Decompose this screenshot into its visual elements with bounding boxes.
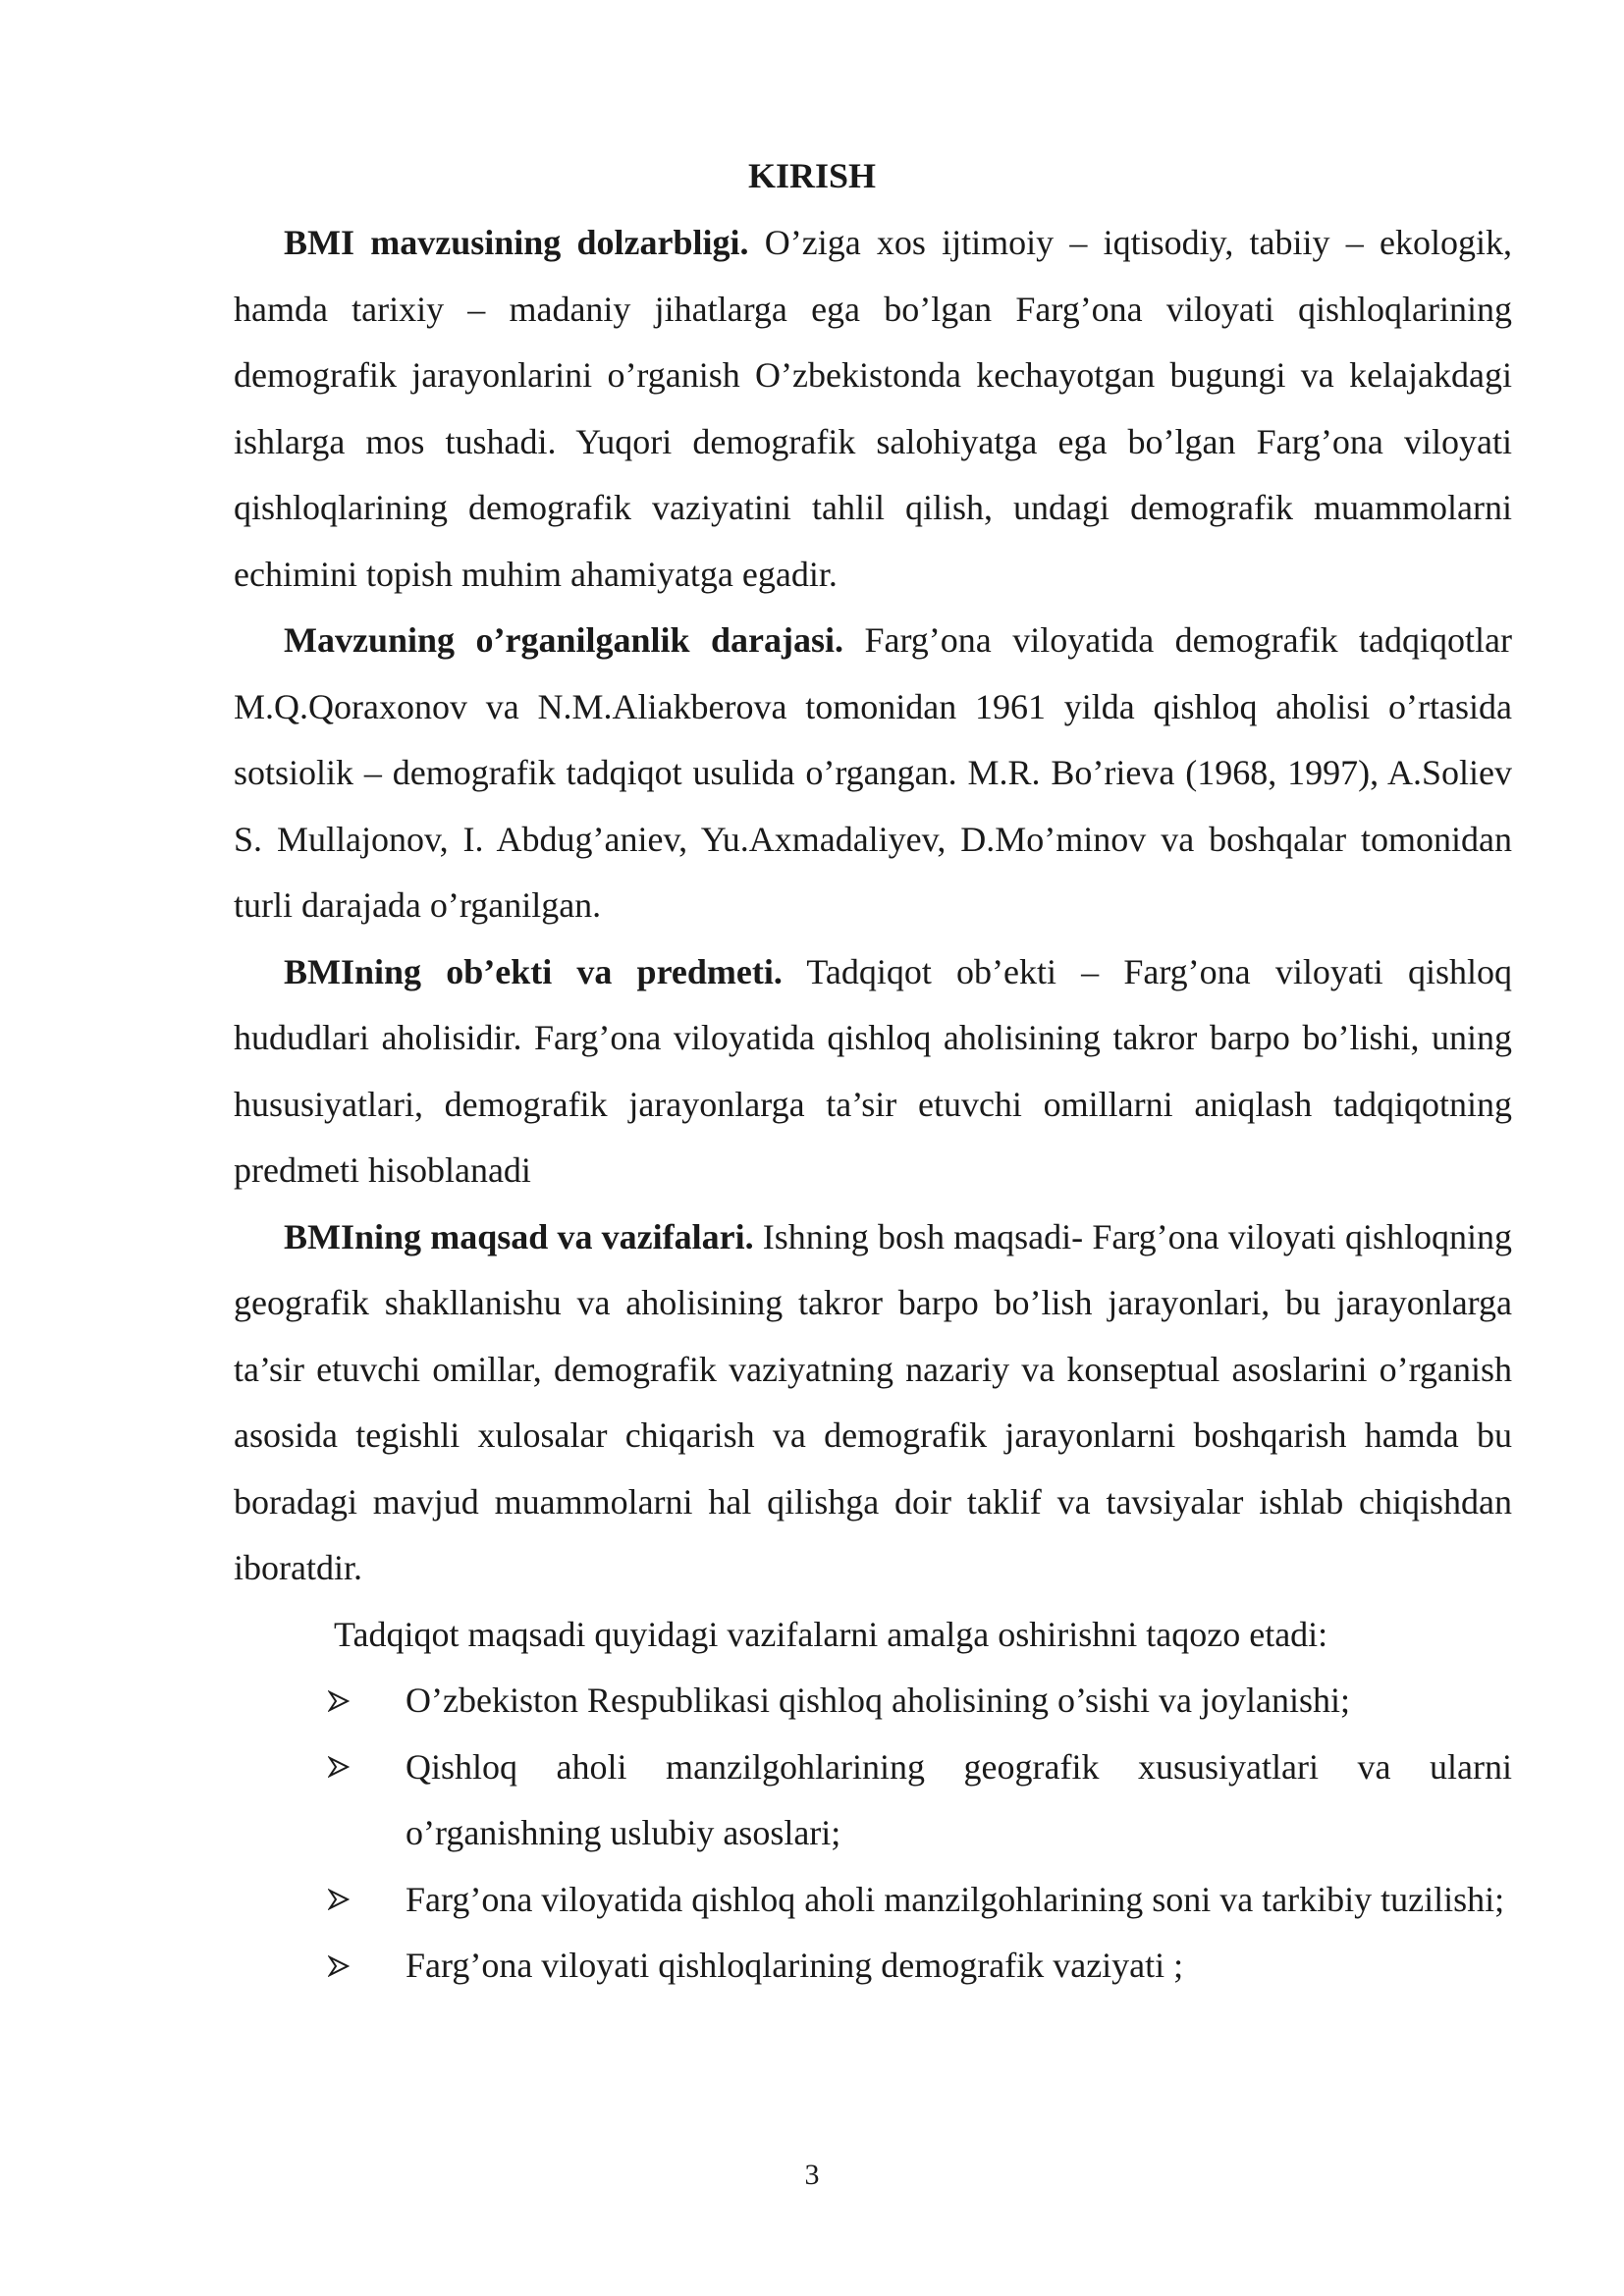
list-item-text: Farg’ona viloyati qishloqlarining demografik vaziyati ;: [406, 1946, 1184, 1985]
list-item: [234, 1668, 1512, 1735]
list-item-text: O’zbekiston Respublikasi qishloq aholisining o’sishi va joylanishi;: [406, 1681, 1350, 1720]
arrowhead-bullet-icon: [328, 1867, 367, 1934]
arrowhead-bullet-icon: [328, 1668, 367, 1735]
list-item-text: Qishloq aholi manzilgohlarining geografik xususiyatlari va ularni o’rganishning uslubiy asoslari;: [406, 1746, 1512, 1852]
paragraph-lead: BMIning maqsad va vazifalari.: [284, 1216, 754, 1256]
tasks-intro: Tadqiqot maqsadi quyidagi vazifalarni amalga oshirishni taqozo etadi:: [334, 1614, 1328, 1654]
paragraph-text: Farg’ona viloyatida demografik tadqiqotlar M.Q.Qoraxonov va N.M.Aliakberova tomonidan 1961 yilda qishloq aholisi o’rtasida sotsiolik – demografik tadqiqot usulida o’rgangan. M.R. Bo’rieva (1968, 1997), A.Soliev S. Mullajonov, I. Abdug’aniev, Yu.Axmadaliyev, D.Mo’minov va boshqalar tomonidan turli darajada o’rganilgan.: [234, 620, 1512, 925]
tasks-list: [234, 1668, 1512, 2000]
list-item-text: Farg’ona viloyatida qishloq aholi manzilgohlarining soni va tarkibiy tuzilishi;: [406, 1879, 1505, 1919]
page-heading: KIRISH: [747, 156, 877, 195]
document-body: [234, 210, 1512, 2000]
paragraph-lead: BMIning ob’ekti va predmeti.: [284, 951, 783, 991]
paragraph-text: O’ziga xos ijtimoiy – iqtisodiy, tabiiy – ekologik, hamda tarixiy – madaniy jihatlarga ega bo’lgan Farg’ona viloyati qishloqlarining demografik jarayonlarini o’rganish O’zbekistonda kechayotgan bugungi va kelajakdagi ishlarga mos tushadi. Yuqori demografik salohiyatga ega bo’lgan Farg’ona viloyati qishloqlarining demografik vaziyatini tahlil qilish, undagi demografik muammolarni echimini topish muhim ahamiyatga egadir.: [234, 223, 1512, 594]
arrowhead-bullet-icon: [328, 1933, 367, 2000]
paragraph-lead: Mavzuning o’rganilganlik darajasi.: [284, 620, 843, 660]
arrowhead-bullet-icon: [328, 1735, 367, 1801]
paragraph-lead: BMI mavzusining dolzarbligi.: [284, 223, 749, 262]
list-item: [234, 1735, 1512, 1867]
list-item: [234, 1933, 1512, 2000]
paragraph-text: Tadqiqot ob’ekti – Farg’ona viloyati qishloq hududlari aholisidir. Farg’ona viloyatida qishloq aholisining takror barpo bo’lishi, uning hususiyatlari, demografik jarayonlarga ta’sir etuvchi omillarni aniqlash tadqiqotning predmeti hisoblanadi: [234, 951, 1512, 1190]
list-item: [234, 1867, 1512, 1934]
paragraph-relevance: [234, 210, 1512, 608]
paragraph-text: Ishning bosh maqsadi- Farg’ona viloyati qishloqning geografik shakllanishu va aholisining takror barpo bo’lish jarayonlari, bu jarayonlarga ta’sir etuvchi omillar, demografik vaziyatning nazariy va konseptual asoslarini o’rganish asosida tegishli xulosalar chiqarish va demografik jarayonlarni boshqarish hamda bu boradagi mavjud muammolarni hal qilishga doir taklif va tavsiyalar ishlab chiqishdan iboratdir.: [234, 1216, 1512, 1587]
paragraph-goals-tasks: [234, 1204, 1512, 1602]
page-number: 3: [804, 2159, 820, 2191]
paragraph-study-level: [234, 608, 1512, 939]
paragraph-object-subject: [234, 939, 1512, 1204]
